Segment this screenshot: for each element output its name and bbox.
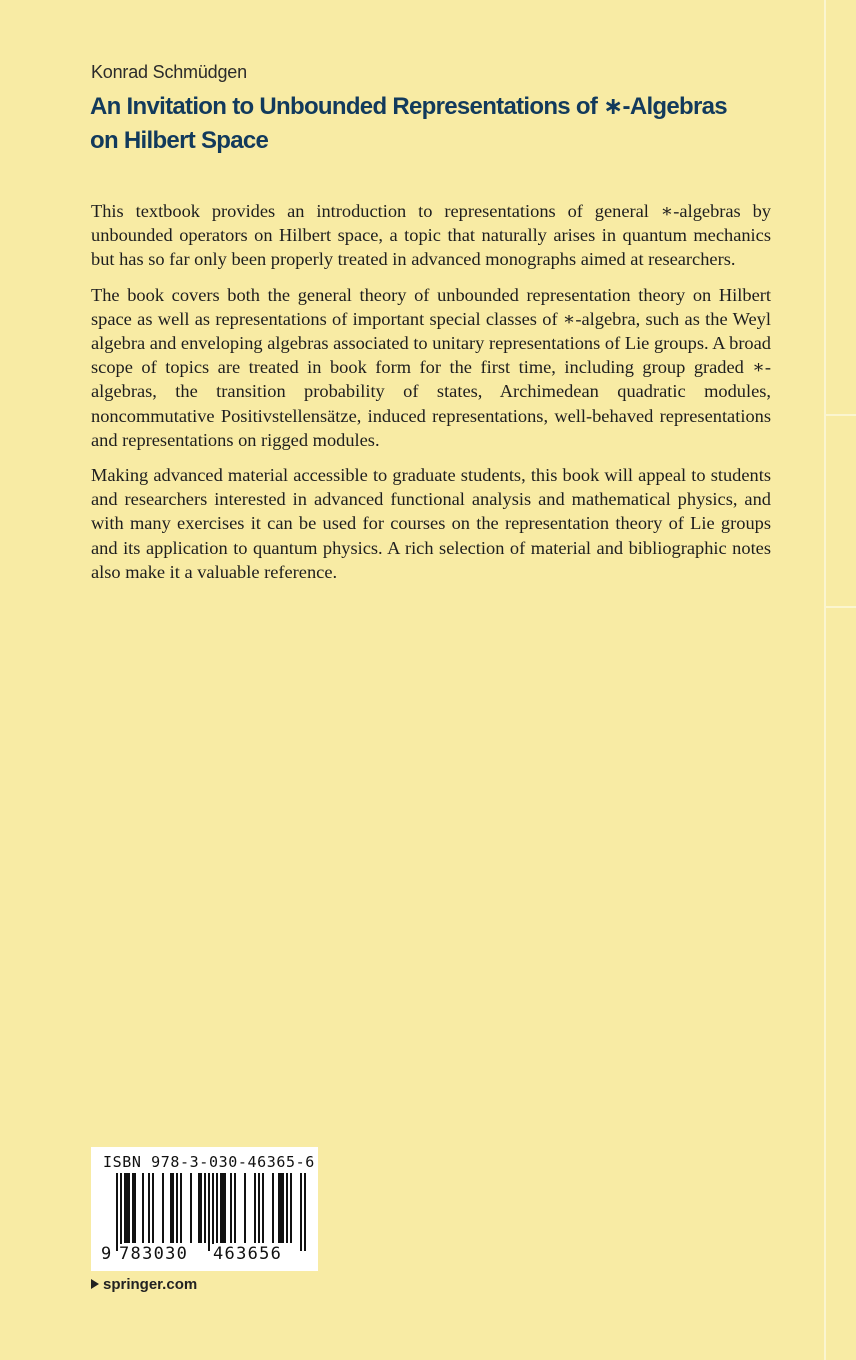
barcode-bar: [170, 1173, 172, 1243]
barcode-bar: [278, 1173, 280, 1243]
barcode-bar: [190, 1173, 192, 1243]
blurb-paragraph: This textbook provides an introduction to representations of general ∗-algebras by unbounded operators on Hilbert space, a topic that naturally arises in quantum mechanics but has so far only been properly treated in advanced monographs aimed at researchers.: [91, 201, 771, 270]
publisher-link[interactable]: [91, 1276, 197, 1293]
barcode-bars: [91, 1173, 318, 1253]
barcode-bar: [222, 1173, 224, 1243]
barcode-bar: [258, 1173, 260, 1243]
barcode-bar: [290, 1173, 292, 1243]
barcode-bar: [286, 1173, 288, 1243]
barcode-guard-bar: [120, 1173, 122, 1251]
barcode-bar: [234, 1173, 236, 1243]
isbn-label: ISBN 978-3-030-46365-6: [103, 1153, 315, 1171]
barcode-bar: [172, 1173, 174, 1243]
barcode-bar: [224, 1173, 226, 1243]
barcode-guard-bar: [304, 1173, 306, 1251]
barcode-bar: [198, 1173, 200, 1243]
arrow-right-icon: [91, 1279, 99, 1289]
author-name: Konrad Schmüdgen: [91, 62, 247, 82]
barcode-bar: [134, 1173, 136, 1243]
barcode-bar: [200, 1173, 202, 1243]
blurb-paragraph: The book covers both the general theory of unbounded representation theory on Hilbert space as well as representations of important special classes of ∗-algebra, such as the Weyl algebra and enveloping algebras associated to unitary representations of Lie groups. A broad scope of topics are treated in book form for the first time, including group graded ∗-algebras, the transition probability of states, Archimedean quadratic modules, noncommutative Positivstellensätze, induced representations, well-behaved representations and representations on rigged modules.: [91, 284, 771, 450]
barcode-bar: [254, 1173, 256, 1243]
barcode-right-group: 463656: [213, 1244, 283, 1264]
barcode-bar: [220, 1173, 222, 1243]
barcode-bar: [128, 1173, 130, 1243]
barcode: [91, 1147, 318, 1271]
barcode-bar: [176, 1173, 178, 1243]
barcode-bar: [180, 1173, 182, 1243]
spine-tick: [826, 414, 856, 416]
blurb-paragraph: Making advanced material accessible to graduate students, this book will appeal to students and researchers interested in advanced functional analysis and mathematical physics, and with many exercises it can be used for courses on the representation theory of Lie groups and its application to quantum physics. A rich selection of material and bibliographic notes also make it a valuable reference.: [91, 465, 771, 582]
barcode-bar: [282, 1173, 284, 1243]
blurb: [91, 199, 771, 595]
publisher-url: springer.com: [103, 1276, 198, 1293]
barcode-bar: [204, 1173, 206, 1243]
barcode-bar: [280, 1173, 282, 1243]
book-title: An Invitation to Unbounded Representations of ∗-Algebras on Hilbert Space: [90, 93, 727, 154]
barcode-bar: [142, 1173, 144, 1243]
barcode-guard-bar: [116, 1173, 118, 1251]
barcode-bar: [162, 1173, 164, 1243]
barcode-bar: [126, 1173, 128, 1243]
barcode-guard-bar: [212, 1173, 214, 1251]
barcode-bar: [124, 1173, 126, 1243]
spine-edge: [824, 0, 826, 1360]
barcode-bar: [216, 1173, 218, 1243]
barcode-bar: [262, 1173, 264, 1243]
barcode-bar: [272, 1173, 274, 1243]
barcode-guard-bar: [300, 1173, 302, 1251]
barcode-guard-bar: [208, 1173, 210, 1251]
barcode-bar: [244, 1173, 246, 1243]
barcode-bar: [230, 1173, 232, 1243]
barcode-bar: [132, 1173, 134, 1243]
barcode-bar: [152, 1173, 154, 1243]
barcode-bar: [148, 1173, 150, 1243]
spine-tick: [826, 606, 856, 608]
barcode-left-group: 783030: [119, 1244, 189, 1264]
barcode-first-digit: 9: [101, 1244, 112, 1264]
